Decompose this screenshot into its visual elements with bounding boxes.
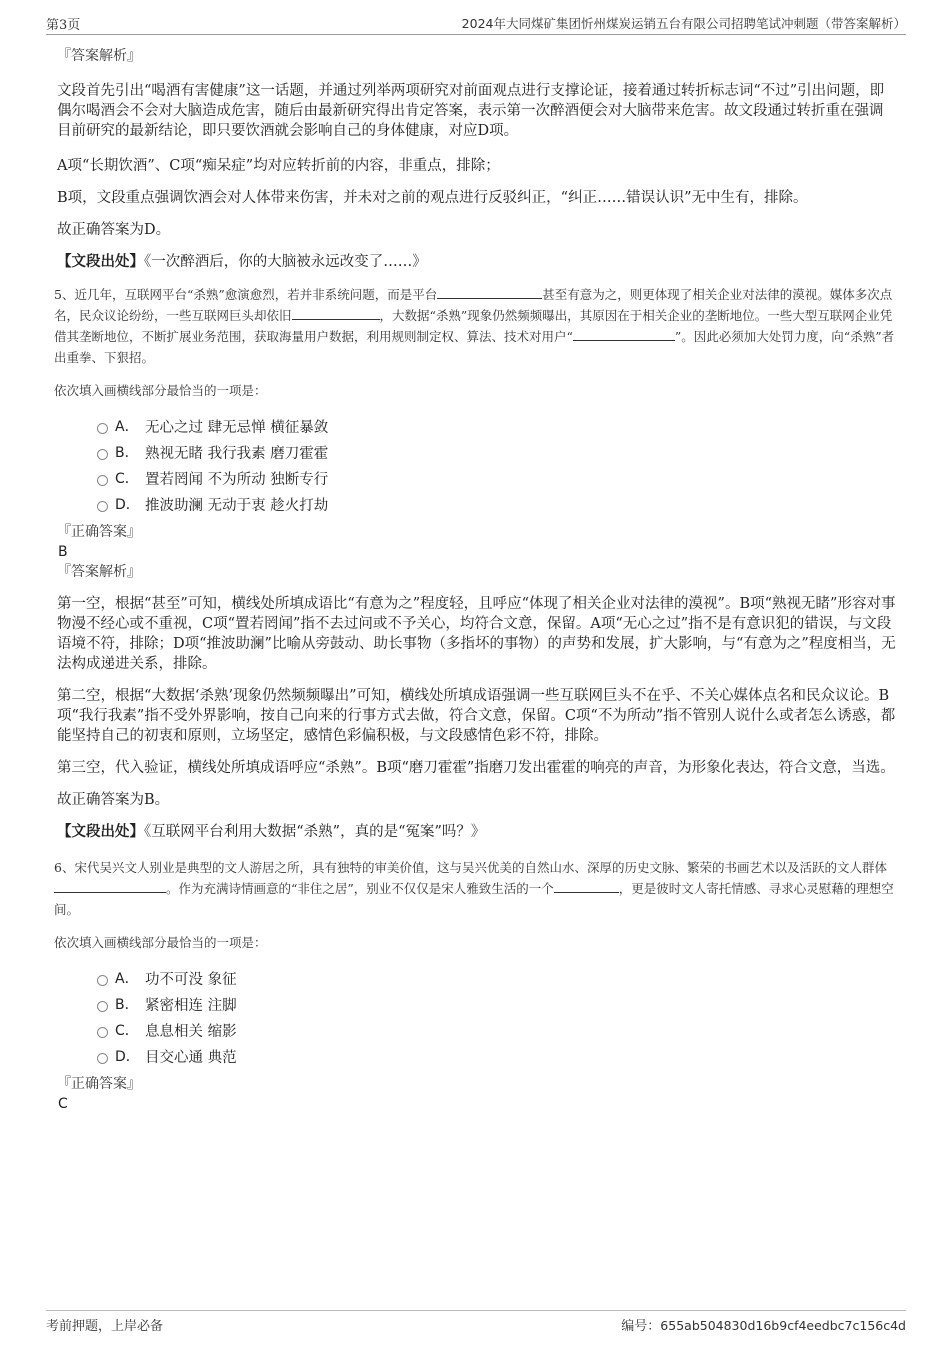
- page-number: 第3页: [46, 18, 81, 33]
- analysis-tag: 『答案解析』: [57, 564, 141, 580]
- page-content: [54, 46, 897, 1114]
- analysis-conclusion: 故正确答案为D。: [57, 222, 171, 238]
- radio-button[interactable]: [97, 1027, 108, 1038]
- option-d[interactable]: D． 推波助澜 无动于衷 趁火打劫: [95, 492, 897, 518]
- source-label: 【文段出处】: [57, 253, 144, 270]
- source-citation: [57, 252, 897, 272]
- footer-note: 考前押题，上岸必备: [46, 1319, 164, 1334]
- document-title: 2024年大同煤矿集团忻州煤炭运销五台有限公司招聘笔试冲刺题（带答案解析）: [461, 16, 906, 31]
- analysis-paragraph: A项“长期饮酒”、C项“痴呆症”均对应转折前的内容，非重点，排除；: [57, 158, 500, 174]
- analysis-conclusion: 故正确答案为B。: [57, 792, 170, 808]
- correct-answer: C: [58, 1096, 68, 1112]
- option-d[interactable]: D． 目交心通 典范: [95, 1044, 897, 1070]
- option-a[interactable]: A． 无心之过 肆无忌惮 横征暴敛: [95, 414, 897, 440]
- source-title: 《互联网平台利用大数据“杀熟”，真的是“冤案”吗？》: [144, 824, 486, 840]
- question-6-stem: 6、宋代吴兴文人别业是典型的文人游居之所，具有独特的审美价值，这与吴兴优美的自然山水、深厚的历史文脉、繁荣的书画艺术以及活跃的文人群体。作为充满诗情画意的“非住之居”，别业不仅仅是宋人雅致生活的一个 ，更是彼时文人寄托情感、寻求心灵慰藉的理想空间。: [54, 860, 894, 917]
- analysis-tag: 『答案解析』: [57, 48, 141, 64]
- question-5-stem: 5、近几年，互联网平台“杀熟”愈演愈烈，若并非系统问题，而是平台 甚至有意为之，则更体现了相关企业对法律的漠视。媒体多次点名，民众议论纷纷，一些互联网巨头却依旧 ，大数据“杀熟”现象仍然频频曝出，其原因在于相关企业的垄断地位。一些大型互联网企业凭借其垄断地位，不断扩展业务范围，获取海量用户数据，利用规则制定权、算法、技术对用户“ ”。因此必须加大处罚力度，向“杀熟”者出重拳、下狠招。: [54, 287, 895, 365]
- radio-button[interactable]: [97, 423, 108, 434]
- radio-button[interactable]: [97, 449, 108, 460]
- source-label: 【文段出处】: [57, 823, 144, 840]
- answer-tag: 『正确答案』: [57, 524, 141, 540]
- fill-blank: [54, 880, 166, 893]
- fill-blank: [292, 307, 380, 320]
- option-b[interactable]: B． 熟视无睹 我行我素 磨刀霍霍: [95, 440, 897, 466]
- page-header: [46, 12, 906, 35]
- option-list: [95, 966, 897, 1070]
- fill-blank: [554, 880, 619, 893]
- document-code: 编号：655ab504830d16b9cf4eedbc7c156c4d: [621, 1318, 906, 1334]
- option-list: [95, 414, 897, 518]
- radio-button[interactable]: [97, 975, 108, 986]
- answer-tag: 『正确答案』: [57, 1076, 141, 1092]
- question-prompt: 依次填入画横线部分最恰当的一项是：: [54, 935, 267, 950]
- analysis-paragraph: 第三空，代入验证，横线处所填成语呼应“杀熟”。B项“磨刀霍霍”指磨刀发出霍霍的响亮的声音，为形象化表达，符合文意，当选。: [57, 760, 895, 776]
- radio-button[interactable]: [97, 1001, 108, 1012]
- option-c[interactable]: C． 置若罔闻 不为所动 独断专行: [95, 466, 897, 492]
- analysis-paragraph: B项，文段重点强调饮酒会对人体带来伤害，并未对之前的观点进行反驳纠正，“纠正……错误认识”无中生有，排除。: [57, 190, 808, 206]
- question-prompt: 依次填入画横线部分最恰当的一项是：: [54, 383, 267, 398]
- radio-button[interactable]: [97, 501, 108, 512]
- radio-button[interactable]: [97, 1053, 108, 1064]
- analysis-paragraph: 文段首先引出“喝酒有害健康”这一话题，并通过列举两项研究对前面观点进行支撑论证，接着通过转折标志词“不过”引出问题，即偶尔喝酒会不会对大脑造成危害，随后由最新研究得出肯定答案，表示第一次醉酒便会对大脑带来危害。故文段通过转折重在强调目前研究的最新结论，即只要饮酒就会影响自己的身体健康，对应D项。: [57, 83, 885, 139]
- option-c[interactable]: C． 息息相关 缩影: [95, 1018, 897, 1044]
- option-b[interactable]: B． 紧密相连 注脚: [95, 992, 897, 1018]
- analysis-paragraph: 第一空，根据“甚至”可知，横线处所填成语比“有意为之”程度轻，且呼应“体现了相关企业对法律的漠视”。B项“熟视无睹”形容对事物漫不经心或不重视，C项“置若罔闻”指不去过问或不予关心，均符合文意，保留。A项“无心之过”指不是有意识犯的错误，与文段语境不符，排除；D项“推波助澜”比喻从旁鼓动、助长事物（多指坏的事物）的声势和发展，扩大影响，与“有意为之”程度相当，无法构成递进关系，排除。: [57, 596, 896, 672]
- source-citation: [57, 822, 897, 842]
- fill-blank: [573, 328, 675, 341]
- option-a[interactable]: A． 功不可没 象征: [95, 966, 897, 992]
- source-title: 《一次醉酒后，你的大脑被永远改变了……》: [144, 254, 427, 270]
- analysis-paragraph: 第二空，根据“大数据‘杀熟’现象仍然频频曝出”可知，横线处所填成语强调一些互联网巨头不在乎、不关心媒体点名和民众议论。B项“我行我素”指不受外界影响，按自己向来的行事方式去做，符合文意，保留。C项“不为所动”指不管别人说什么或者怎么诱惑，都能坚持自己的初衷和原则，立场坚定，感情色彩偏积极，与文段感情色彩不符，排除。: [57, 688, 896, 744]
- fill-blank: [437, 286, 542, 299]
- correct-answer: B: [58, 544, 68, 560]
- radio-button[interactable]: [97, 475, 108, 486]
- page-footer: [46, 1310, 906, 1335]
